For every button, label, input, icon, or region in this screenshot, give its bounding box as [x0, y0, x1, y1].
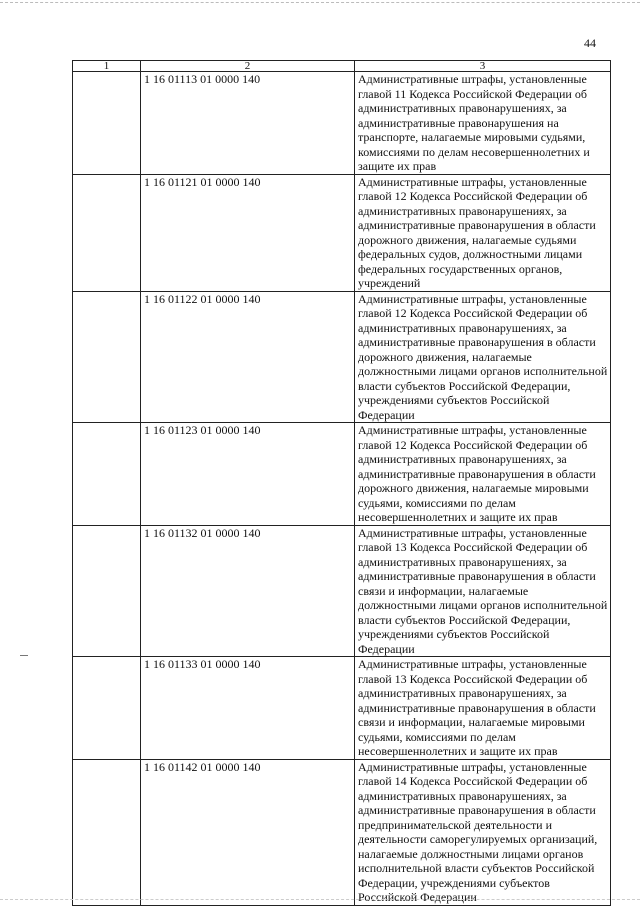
description-cell: Административные штрафы, установленные главой 12 Кодекса Российской Федерации об административных правонарушениях, за административные правонарушения в области дорожного движения, налагаемые судьями федеральных судов, должностными лицами федеральных государственных органов, учреждений: [355, 174, 611, 291]
scan-edge-top: [0, 2, 640, 4]
table-row: [73, 759, 611, 905]
row-col1-cell: [73, 657, 141, 760]
description-cell: Административные штрафы, установленные главой 12 Кодекса Российской Федерации об административных правонарушениях, за административные правонарушения в области дорожного движения, налагаемые мировыми судьями, комиссиями по делам несовершеннолетних и защите их прав: [355, 423, 611, 526]
budget-code-cell: 1 16 01123 01 0000 140: [141, 423, 355, 526]
row-col1-cell: [73, 72, 141, 175]
page-number: 44: [584, 36, 596, 50]
row-col1-cell: [73, 759, 141, 905]
description-cell: Административные штрафы, установленные главой 12 Кодекса Российской Федерации об административных правонарушениях, за административные правонарушения в области дорожного движения, налагаемые должностными лицами органов исполнительной власти субъектов Российской Федерации, учреждениями субъектов Российской Федерации: [355, 291, 611, 423]
budget-code-cell: 1 16 01122 01 0000 140: [141, 291, 355, 423]
budget-code-table: [72, 60, 611, 906]
budget-code-cell: 1 16 01113 01 0000 140: [141, 72, 355, 175]
table-row: [73, 174, 611, 291]
table-row: [73, 657, 611, 760]
budget-code-cell: 1 16 01132 01 0000 140: [141, 525, 355, 657]
description-cell: Административные штрафы, установленные главой 13 Кодекса Российской Федерации об административных правонарушениях, за административные правонарушения в области связи и информации, налагаемые мировыми судьями, комиссиями по делам несовершеннолетних и защите их прав: [355, 657, 611, 760]
row-col1-cell: [73, 174, 141, 291]
budget-code-cell: 1 16 01142 01 0000 140: [141, 759, 355, 905]
row-col1-cell: [73, 423, 141, 526]
budget-code-cell: 1 16 01121 01 0000 140: [141, 174, 355, 291]
row-col1-cell: [73, 291, 141, 423]
row-col1-cell: [73, 525, 141, 657]
column-header-3: 3: [355, 61, 611, 72]
budget-code-cell: 1 16 01133 01 0000 140: [141, 657, 355, 760]
table-row: [73, 525, 611, 657]
column-header-2: 2: [141, 61, 355, 72]
margin-mark: [20, 655, 28, 656]
scan-edge-bottom: [0, 899, 640, 901]
table-row: [73, 423, 611, 526]
table-header-row: [73, 61, 611, 72]
column-header-1: 1: [73, 61, 141, 72]
table-row: [73, 72, 611, 175]
table-row: [73, 291, 611, 423]
description-cell: Административные штрафы, установленные главой 11 Кодекса Российской Федерации об административных правонарушениях, за административные правонарушения на транспорте, налагаемые мировыми судьями, комиссиями по делам несовершеннолетних и защите их прав: [355, 72, 611, 175]
description-cell: Административные штрафы, установленные главой 14 Кодекса Российской Федерации об административных правонарушениях, за административные правонарушения в области предпринимательской деятельности и деятельности саморегулируемых организаций, налагаемые должностными лицами органов исполнительной власти субъектов Российской Федерации, учреждениями субъектов Российской Федерации: [355, 759, 611, 905]
description-cell: Административные штрафы, установленные главой 13 Кодекса Российской Федерации об административных правонарушениях, за административные правонарушения в области связи и информации, налагаемые должностными лицами органов исполнительной власти субъектов Российской Федерации, учреждениями субъектов Российской Федерации: [355, 525, 611, 657]
